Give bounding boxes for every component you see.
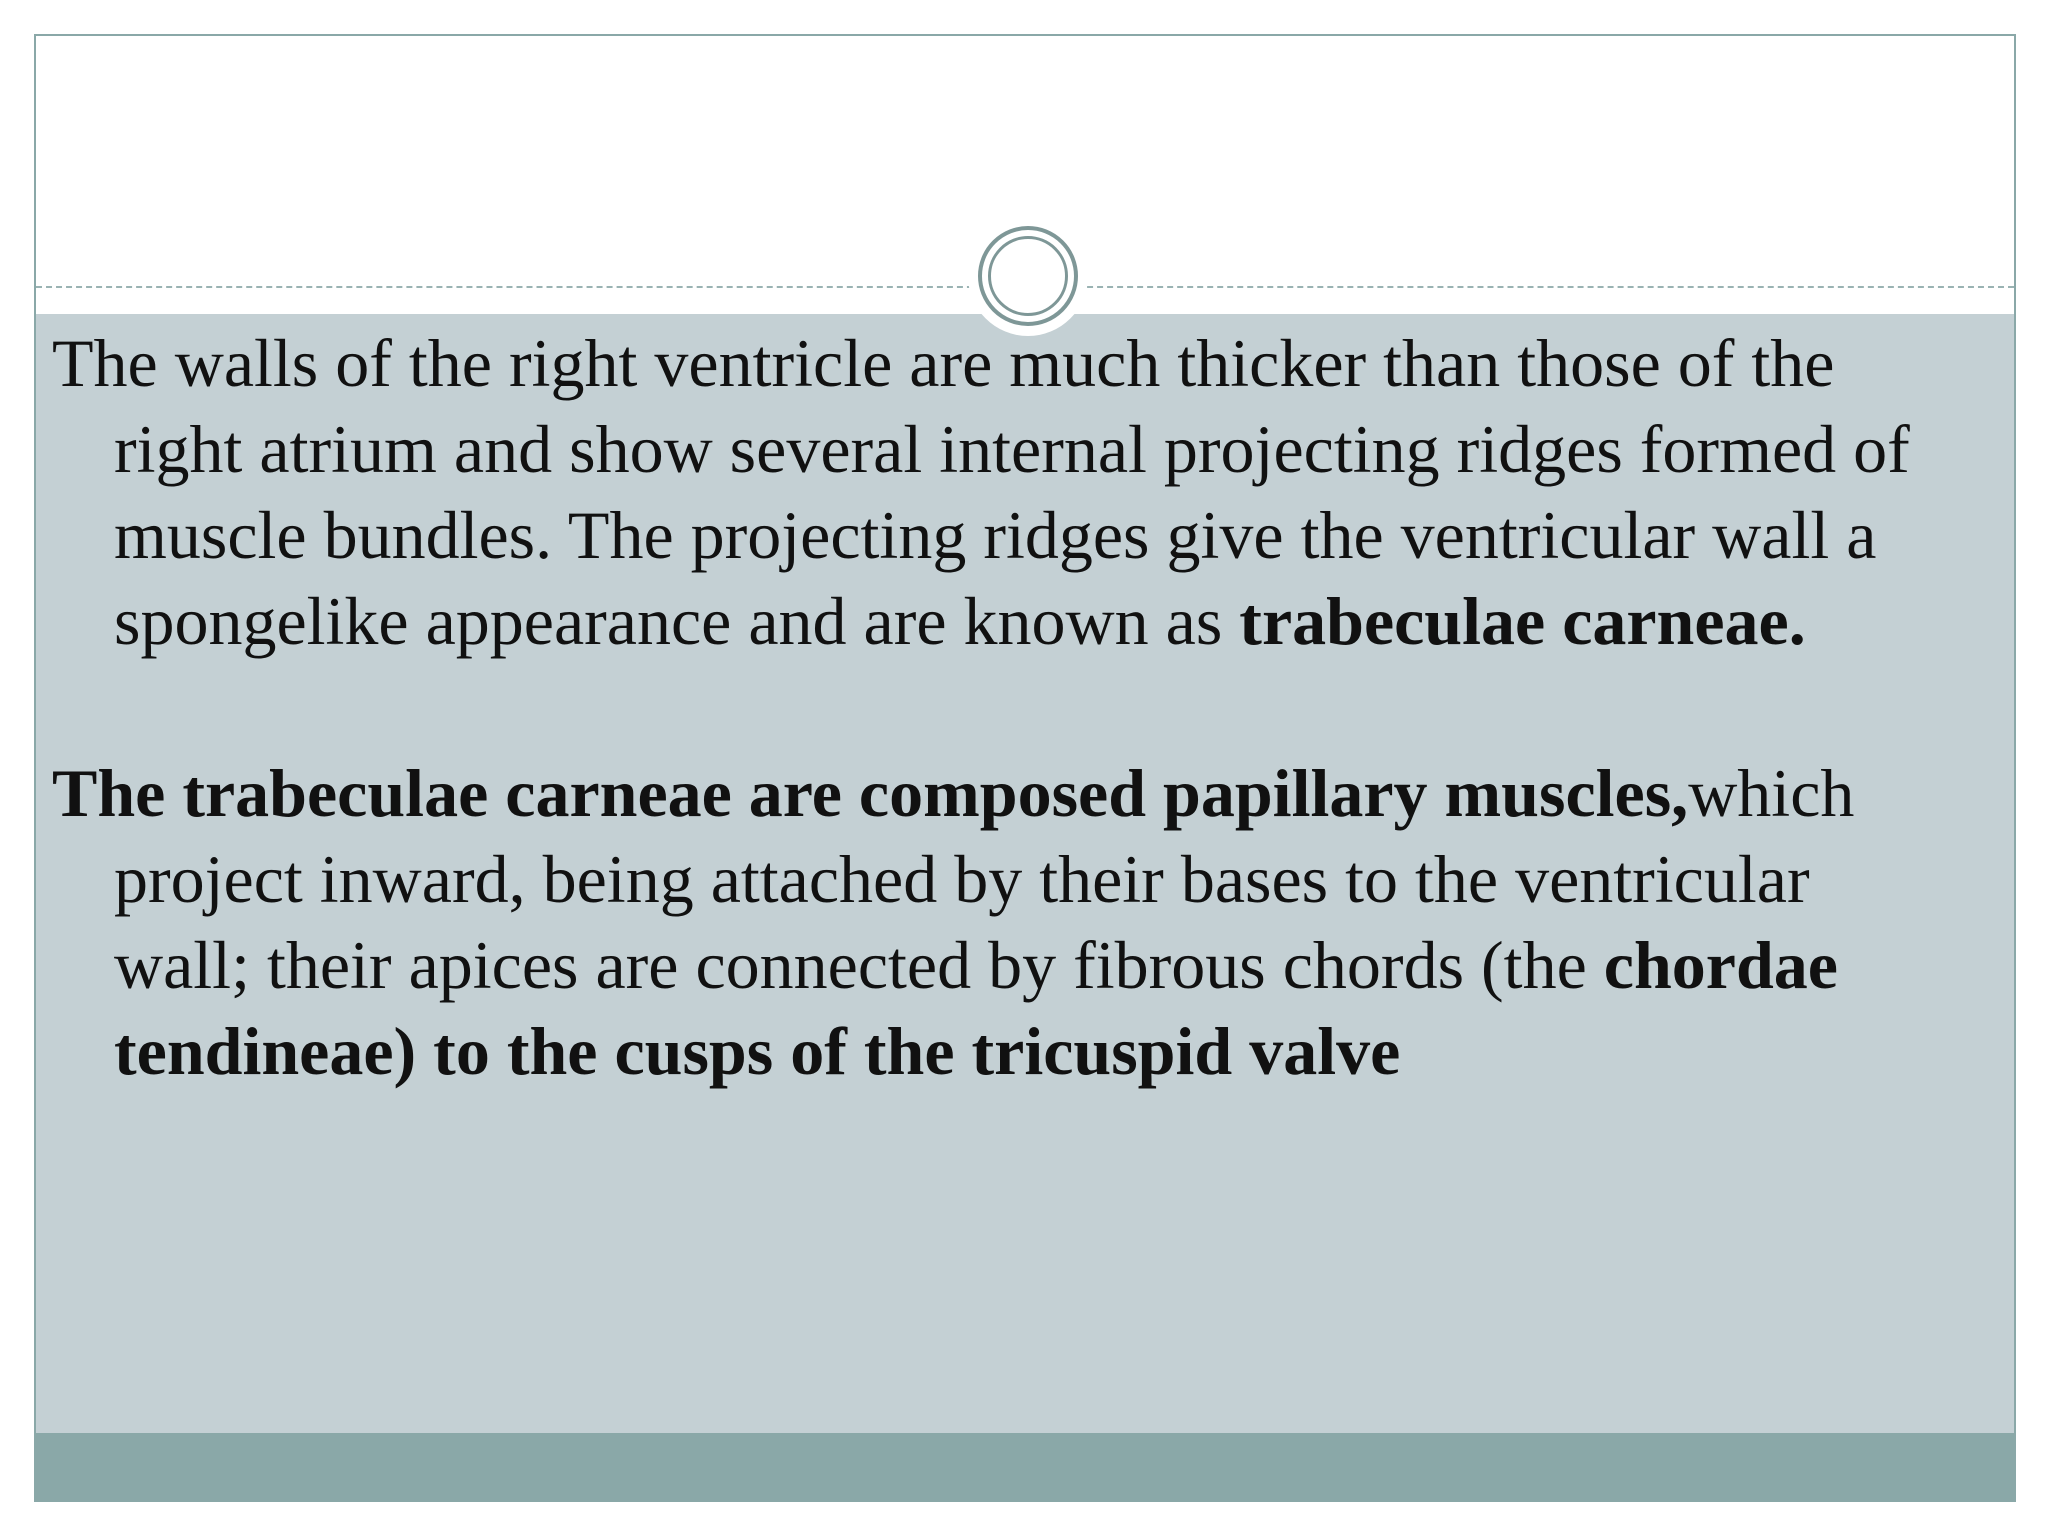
circle-ornament-icon (978, 226, 1078, 326)
paragraph2-bold-tail: chordae tendineae) to the cusps of the tricuspid valve (114, 927, 1838, 1089)
inner-ring (988, 236, 1068, 316)
paragraph-papillary-muscles (52, 750, 1952, 1094)
slide-body-text (52, 320, 1952, 1094)
paragraph2-text: which project inward, being attached by their bases to the ventricular wall; their apices are connected by fibrous chords (the (114, 755, 1855, 1003)
bottom-band (36, 1433, 2014, 1502)
term-trabeculae-carneae: trabeculae carneae. (1239, 583, 1806, 659)
paragraph2-bold-lead: The trabeculae carneae are composed papillary muscles, (52, 755, 1689, 831)
paragraph1-text: The walls of the right ventricle are much thicker than those of the right atrium and show several internal projecting ridges formed of muscle bundles. The projecting ridges give the ventricular wall a spongelike appearance and are known as (52, 325, 1910, 659)
paragraph-right-ventricle-walls (52, 320, 1952, 664)
